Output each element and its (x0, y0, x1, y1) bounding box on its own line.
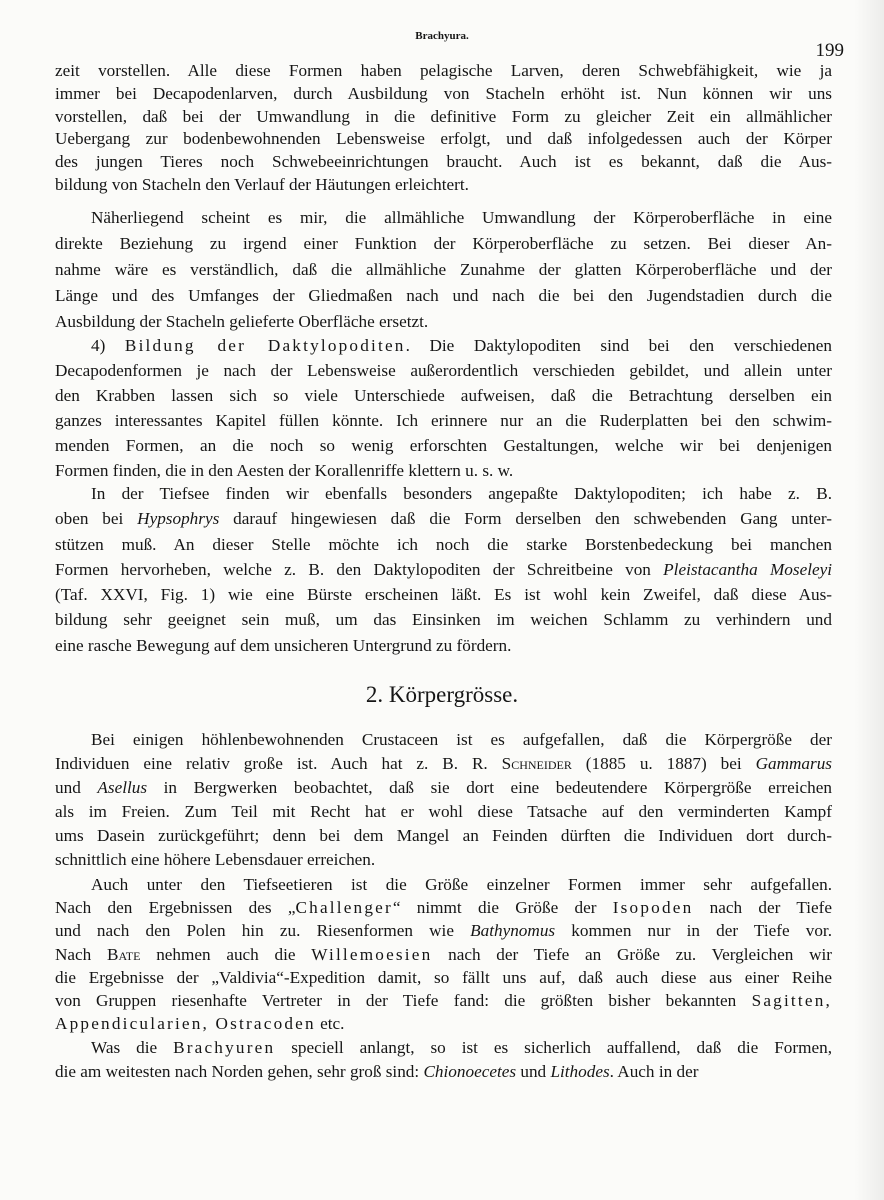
text-line (55, 1060, 832, 1084)
section-heading: 2. Körpergrösse. (365, 682, 519, 707)
text-line (55, 333, 832, 358)
text-line (55, 383, 832, 408)
text-run: bildung sehr geeignet sein muß, um das Einsinken im weichen Schlamm zu verhindern und (55, 610, 832, 630)
text-run: vorstellen, daß bei der Umwandlung in die definitive Form zu gleicher Zeit ein allmählicher (55, 106, 832, 126)
text-run: nach der Tiefe an Größe zu. Vergleichen wir (432, 944, 833, 964)
text-run: Decapodenformen je nach der Lebensweise außerordentlich verschieden gebildet, und allein unter (55, 361, 832, 380)
text-line (55, 557, 832, 582)
text-run: in Bergwerken beobachtet, daß sie dort eine bedeutendere Körpergröße erreichen (147, 778, 832, 797)
text-line (55, 83, 832, 106)
text-run: Näherliegend scheint es mir, die allmähliche Umwandlung der Körperoberfläche in eine (91, 208, 832, 227)
text-run: direkte Beziehung zu irgend einer Funktion der Körperoberfläche zu setzen. Bei dieser An- (55, 234, 832, 253)
text-run: oben bei (55, 509, 138, 529)
text-line (55, 752, 832, 776)
text-line (55, 966, 832, 989)
text-line (55, 458, 832, 483)
text-run: Nach (55, 944, 107, 964)
text-run: ums Dasein zurückgeführt; denn bei dem Mangel an Feinden dürften die Individuen dort durch- (55, 826, 832, 845)
text-run: (Taf. XXVI, Fig. 1) wie eine Bürste erscheinen läßt. Es ist wohl kein Zweifel, daß diese Aus- (55, 585, 832, 605)
text-run: und nach den Polen hin zu. Riesenformen wie (55, 921, 471, 941)
text-line (55, 848, 832, 872)
text-line (55, 800, 832, 824)
text-line (55, 481, 832, 506)
text-run: darauf hingewiesen daß die Form derselben den schwebenden Gang unter- (219, 509, 832, 529)
text-line (55, 728, 832, 752)
text-run: die am weitesten nach Norden gehen, sehr groß sind: (55, 1062, 424, 1081)
text-line (55, 607, 832, 632)
spaced-term: Challenger (295, 898, 393, 918)
spaced-term: Sagitten, (751, 990, 832, 1010)
text-line (55, 633, 832, 658)
paragraph (55, 873, 832, 1035)
italic-term: Chionoecetes (423, 1062, 517, 1081)
text-line (55, 1012, 832, 1035)
text-run: und (55, 778, 98, 797)
text-line (55, 257, 832, 283)
text-line (55, 309, 832, 335)
text-run: Nach den Ergebnissen des „ (55, 898, 296, 918)
text-line (55, 128, 832, 151)
text-line (55, 174, 832, 197)
text-line (55, 532, 832, 557)
text-run: nach der Tiefe (693, 898, 832, 918)
text-line (55, 824, 832, 848)
text-line (55, 283, 832, 309)
text-run: Formen hervorheben, welche z. B. den Daktylopoditen der Schreitbeine von (55, 559, 664, 579)
text-run: bildung von Stacheln den Verlauf der Häutungen erleichtert. (55, 174, 469, 194)
text-run: (1885 u. 1887) bei (571, 754, 756, 773)
text-line (55, 989, 832, 1012)
text-run: 4) (91, 336, 125, 355)
text-run: die Ergebnisse der „Valdivia“-Expedition damit, so fällt uns auf, daß auch diese aus einer Reihe (55, 967, 832, 987)
paragraph (55, 481, 832, 658)
text-run: Was die (91, 1038, 174, 1057)
text-run: Bei einigen höhlenbewohnenden Crustaceen ist es aufgefallen, daß die Körpergröße der (91, 730, 832, 749)
spaced-term: Willemoesien (311, 944, 433, 964)
text-run: eine rasche Bewegung auf dem unsicheren Untergrund zu fördern. (55, 635, 512, 655)
text-run: zeit vorstellen. Alle diese Formen haben pelagische Larven, deren Schwebfähigkeit, wie ja (55, 61, 832, 80)
text-run: Individuen eine relativ große ist. Auch hat z. B. R. (55, 754, 502, 773)
text-line (55, 582, 832, 607)
text-run: Ausbildung der Stacheln gelieferte Oberfläche ersetzt. (55, 312, 429, 331)
italic-term: Asellus (97, 778, 148, 797)
text-line (55, 506, 832, 531)
italic-term: Hypsophrys (137, 509, 220, 529)
author-name: Schneider (501, 754, 572, 773)
text-line (55, 231, 832, 257)
italic-term: Lithodes (550, 1062, 610, 1081)
text-line (55, 408, 832, 433)
paragraph (55, 60, 832, 197)
text-run: menden Formen, an die noch so wenig erforschten Gestaltungen, welche wir bei denjenigen (55, 436, 832, 455)
text-line (55, 433, 832, 458)
text-run: . Auch in der (609, 1062, 699, 1081)
text-run: ganzes interessantes Kapitel füllen könnte. Ich erinnere nur an die Ruderplatten bei den schwim- (55, 411, 832, 430)
italic-term: Gammarus (755, 754, 832, 773)
text-line (55, 873, 832, 896)
text-line (55, 919, 832, 942)
paragraph (55, 205, 832, 335)
spaced-term: Brachyuren (173, 1038, 276, 1057)
text-line (55, 943, 832, 966)
italic-term: Bathynomus (470, 921, 556, 941)
text-line (55, 358, 832, 383)
spaced-term: Isopoden (612, 898, 694, 918)
text-run: immer bei Decapodenlarven, durch Ausbildung von Stacheln erhöht ist. Nun können wir uns (55, 83, 832, 103)
text-run: von Gruppen riesenhafte Vertreter in der Tiefe fand: die größten bisher bekannten (55, 990, 752, 1010)
scan-shading (854, 0, 884, 1200)
paragraph (55, 1036, 832, 1084)
text-run: In der Tiefsee finden wir ebenfalls besonders angepaßte Daktylopoditen; ich habe z. B. (91, 484, 832, 503)
text-run: speciell anlangt, so ist es sicherlich auffallend, daß die Formen, (275, 1038, 832, 1057)
running-title: Brachyura. (415, 30, 469, 42)
text-line (55, 776, 832, 800)
text-line (55, 896, 832, 919)
text-line (55, 1036, 832, 1060)
text-run: Auch unter den Tiefseetieren ist die Größe einzelner Formen immer sehr aufgefallen. (91, 875, 832, 894)
paragraph (55, 728, 832, 872)
text-run: nahme wäre es verständlich, daß die allmähliche Zunahme der glatten Körperoberfläche und der (55, 260, 832, 279)
text-run: als im Freien. Zum Teil mit Recht hat er wohl diese Tatsache auf den verminderten Kampf (55, 802, 832, 821)
page-number: 199 (815, 40, 844, 61)
spaced-term: Appendicularien, Ostracoden (55, 1014, 316, 1034)
text-run: etc. (315, 1014, 345, 1034)
text-run: schnittlich eine höhere Lebensdauer erreichen. (55, 850, 376, 869)
italic-term: Pleistacantha Moseleyi (663, 559, 832, 579)
text-run: kommen nur in der Tiefe vor. (555, 921, 832, 941)
text-line (55, 106, 832, 129)
text-run: und (516, 1062, 551, 1081)
paragraph (55, 333, 832, 483)
text-run: Uebergang zur bodenbewohnenden Lebensweise erfolgt, und daß infolgedessen auch der Körper (55, 129, 832, 149)
text-run: nehmen auch die (140, 944, 312, 964)
text-line (55, 205, 832, 231)
text-run: stützen muß. An dieser Stelle möchte ich noch die starke Borstenbedeckung bei manchen (55, 534, 832, 554)
text-run: “ nimmt die Größe der (392, 898, 613, 918)
text-line (55, 60, 832, 83)
text-run: Formen finden, die in den Aesten der Korallenriffe klettern u. s. w. (55, 461, 514, 480)
text-run: . Die Daktylopoditen sind bei den verschiedenen (405, 336, 832, 355)
text-run: des jungen Tieres noch Schwebeeinrichtungen braucht. Auch ist es bekannt, daß die Aus- (55, 152, 832, 172)
text-line (55, 151, 832, 174)
text-run: den Krabben lassen sich so viele Unterschiede aufweisen, daß die Betrachtung derselben ein (55, 386, 832, 405)
author-name: Bate (107, 944, 141, 964)
text-run: Länge und des Umfanges der Gliedmaßen nach und nach die bei den Jugendstadien durch die (55, 286, 832, 305)
spaced-term: Bildung der Daktylopoditen (124, 336, 406, 355)
